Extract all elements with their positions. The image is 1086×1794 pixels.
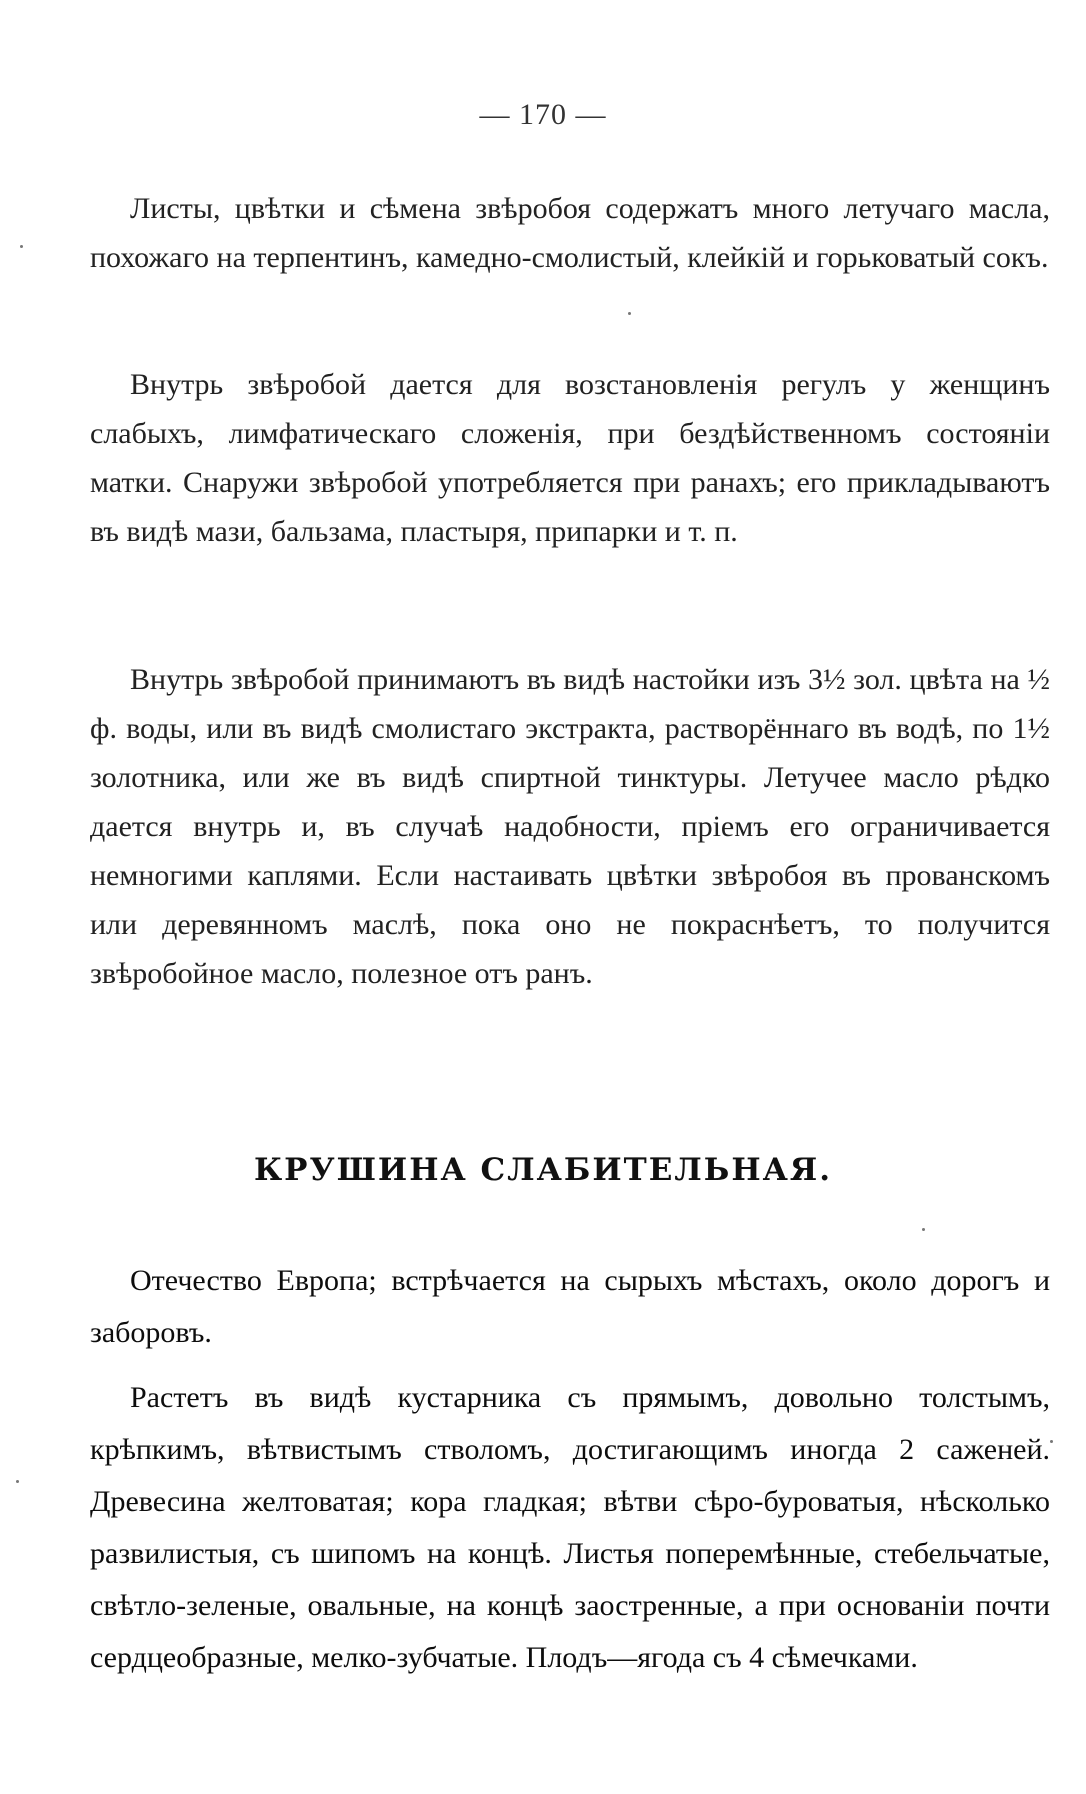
paragraph-text: Листы, цвѣтки и сѣмена звѣробоя содержатъ много летучаго масла, похожаго на терпентинъ, камедно-смолистый, клейкій и горьковатый сокъ.	[90, 192, 1050, 274]
paragraph-text: Внутрь звѣробой дается для возстановленія регулъ у женщинъ слабыхъ, лимфатическаго сложенія, при бездѣйственномъ состояніи матки. Снаружи звѣробой употребляется при ранахъ; его прикладываютъ въ видѣ мази, бальзама, пластыря, припарки и т. п.	[90, 368, 1050, 548]
scan-speck	[628, 312, 631, 315]
paragraph-habitat	[90, 1255, 1050, 1359]
scan-speck	[1050, 1440, 1053, 1443]
scan-speck	[20, 245, 23, 248]
paragraph-text: Растетъ въ видѣ кустарника съ прямымъ, довольно толстымъ, крѣпкимъ, вѣтвистымъ стволомъ, достигающимъ иногда 2 саженей. Древесина желтоватая; кора гладкая; вѣтви сѣро-буроватыя, нѣсколько развилистыя, съ шипомъ на концѣ. Листья поперемѣнные, стебельчатые, свѣтло-зеленые, овальные, на концѣ заостренные, а при основаніи почти сердцеобразные, мелко-зубчатые. Плодъ—ягода съ 4 сѣмечками.	[90, 1381, 1050, 1674]
paragraph-internal-use	[90, 360, 1050, 556]
scan-speck	[922, 1228, 925, 1231]
paragraph-seeds-composition	[90, 184, 1050, 282]
page-number: — 170 —	[479, 98, 607, 131]
scan-speck	[16, 1480, 19, 1483]
section-heading: КРУШИНА СЛАБИТЕЛЬНАЯ.	[253, 1152, 833, 1188]
paragraph-text: Внутрь звѣробой принимаютъ въ видѣ настойки изъ 3½ зол. цвѣта на ½ ф. воды, или въ видѣ смолистаго экстракта, растворённаго въ водѣ, по 1½ золотника, или же въ видѣ спиртной тинктуры. Летучее масло рѣдко дается внутрь и, въ случаѣ надобности, пріемъ его ограничивается немногими каплями. Если настаивать цвѣтки звѣробоя въ прованскомъ или деревянномъ маслѣ, пока оно не покраснѣетъ, то получится звѣробойное масло, полезное отъ ранъ.	[90, 663, 1050, 990]
paragraph-text: Отечество Европа; встрѣчается на сырыхъ мѣстахъ, около дорогъ и заборовъ.	[90, 1264, 1050, 1349]
paragraph-dosage	[90, 655, 1050, 998]
paragraph-description	[90, 1372, 1050, 1684]
